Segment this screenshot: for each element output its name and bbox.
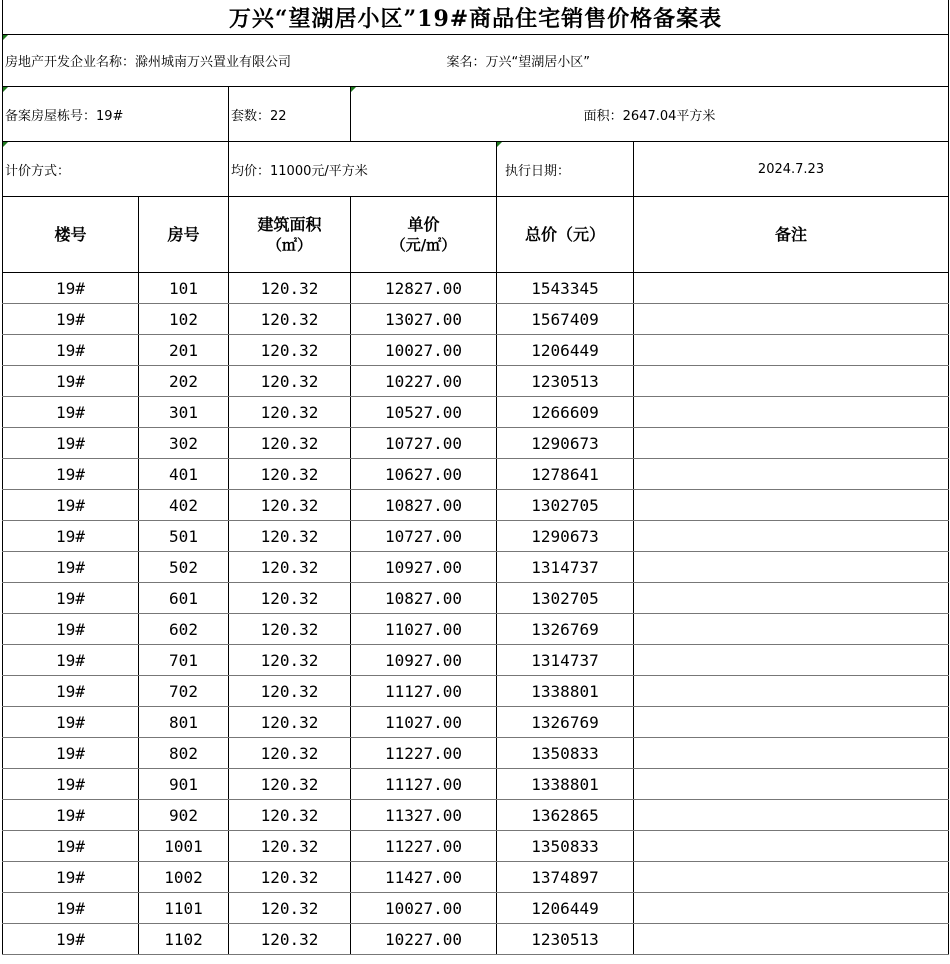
cell-building-no[interactable]: 19# [3, 645, 139, 676]
cell-area[interactable]: 120.32 [229, 273, 351, 304]
table-row [3, 459, 949, 490]
table-row [3, 800, 949, 831]
cell-total-price[interactable]: 1206449 [497, 893, 634, 924]
exec-date-label: 执行日期： [505, 163, 571, 179]
comment-marker [3, 35, 8, 40]
cell-unit-price[interactable]: 10827.00 [351, 583, 497, 614]
cell-building-no[interactable]: 19# [3, 459, 139, 490]
cell-remark[interactable] [634, 645, 949, 676]
table-row [3, 490, 949, 521]
cell-remark[interactable] [634, 397, 949, 428]
cell-building-no[interactable]: 19# [3, 583, 139, 614]
cell-unit-price[interactable]: 10027.00 [351, 893, 497, 924]
cell-remark[interactable] [634, 490, 949, 521]
cell-room-no[interactable]: 301 [139, 397, 229, 428]
developer-name: 房地产开发企业名称：滁州城南万兴置业有限公司 [5, 55, 292, 70]
header-unit-price-line1: 单价 [407, 214, 440, 234]
cell-total-price[interactable]: 1338801 [497, 676, 634, 707]
cell-room-no[interactable]: 702 [139, 676, 229, 707]
table-row [3, 397, 949, 428]
cell-building-no[interactable]: 19# [3, 614, 139, 645]
cell-unit-price[interactable]: 11027.00 [351, 707, 497, 738]
project-name: 案名：万兴“望湖居小区” [446, 55, 590, 70]
cell-room-no[interactable]: 1002 [139, 862, 229, 893]
cell-total-price[interactable]: 1567409 [497, 304, 634, 335]
sheet-title: 万兴“望湖居小区”19#商品住宅销售价格备案表 [3, 0, 949, 35]
average-price: 均价：11000元/平方米 [231, 163, 368, 179]
building-number: 备案房屋栋号：19# [5, 108, 124, 124]
cell-area[interactable]: 120.32 [229, 428, 351, 459]
table-row [3, 335, 949, 366]
price-filing-table [2, 0, 949, 955]
cell-area[interactable]: 120.32 [229, 552, 351, 583]
header-total-price[interactable]: 总价（元） [497, 197, 634, 273]
cell-total-price[interactable]: 1362865 [497, 800, 634, 831]
cell-area[interactable]: 120.32 [229, 397, 351, 428]
cell-remark[interactable] [634, 428, 949, 459]
cell-total-price[interactable]: 1230513 [497, 366, 634, 397]
table-row [3, 645, 949, 676]
cell-building-no[interactable]: 19# [3, 707, 139, 738]
cell-total-price[interactable]: 1206449 [497, 335, 634, 366]
cell-total-price[interactable]: 1266609 [497, 397, 634, 428]
cell-unit-price[interactable]: 10727.00 [351, 428, 497, 459]
header-area-line1: 建筑面积 [257, 214, 322, 234]
cell-room-no[interactable]: 101 [139, 273, 229, 304]
cell-room-no[interactable]: 901 [139, 769, 229, 800]
cell-remark[interactable] [634, 893, 949, 924]
cell-remark[interactable] [634, 738, 949, 769]
total-area: 面积：2647.04平方米 [583, 108, 716, 124]
cell-remark[interactable] [634, 273, 949, 304]
cell-unit-price[interactable]: 11127.00 [351, 676, 497, 707]
header-unit-price-line2: （元/㎡） [390, 236, 457, 255]
table-row [3, 521, 949, 552]
cell-unit-price[interactable]: 10827.00 [351, 490, 497, 521]
unit-count-cell[interactable] [229, 87, 351, 142]
cell-area[interactable]: 120.32 [229, 676, 351, 707]
table-row [3, 862, 949, 893]
exec-date-label-cell[interactable] [497, 142, 634, 197]
cell-remark[interactable] [634, 583, 949, 614]
cell-building-no[interactable]: 19# [3, 304, 139, 335]
cell-area[interactable]: 120.32 [229, 521, 351, 552]
cell-remark[interactable] [634, 800, 949, 831]
cell-total-price[interactable]: 1326769 [497, 614, 634, 645]
cell-total-price[interactable]: 1374897 [497, 862, 634, 893]
cell-room-no[interactable]: 1001 [139, 831, 229, 862]
cell-unit-price[interactable]: 10727.00 [351, 521, 497, 552]
cell-total-price[interactable]: 1350833 [497, 831, 634, 862]
cell-room-no[interactable]: 1101 [139, 893, 229, 924]
cell-unit-price[interactable]: 10227.00 [351, 366, 497, 397]
pricing-method-cell[interactable] [3, 142, 229, 197]
cell-total-price[interactable]: 1278641 [497, 459, 634, 490]
comment-marker [351, 87, 356, 92]
cell-building-no[interactable]: 19# [3, 800, 139, 831]
header-room-no[interactable]: 房号 [139, 197, 229, 273]
cell-unit-price[interactable]: 11227.00 [351, 738, 497, 769]
cell-remark[interactable] [634, 924, 949, 955]
comment-marker [3, 87, 8, 92]
table-row [3, 583, 949, 614]
cell-room-no[interactable]: 302 [139, 428, 229, 459]
cell-room-no[interactable]: 501 [139, 521, 229, 552]
cell-unit-price[interactable]: 11427.00 [351, 862, 497, 893]
cell-building-no[interactable]: 19# [3, 862, 139, 893]
header-area-line2: （㎡） [266, 236, 312, 255]
cell-remark[interactable] [634, 676, 949, 707]
cell-unit-price[interactable]: 10627.00 [351, 459, 497, 490]
cell-area[interactable]: 120.32 [229, 831, 351, 862]
cell-remark[interactable] [634, 552, 949, 583]
cell-total-price[interactable]: 1338801 [497, 769, 634, 800]
table-row [3, 428, 949, 459]
cell-total-price[interactable]: 1290673 [497, 521, 634, 552]
table-row [3, 304, 949, 335]
cell-building-no[interactable]: 19# [3, 366, 139, 397]
header-area[interactable] [229, 197, 351, 273]
average-price-cell[interactable] [229, 142, 497, 197]
table-row [3, 924, 949, 955]
cell-room-no[interactable]: 402 [139, 490, 229, 521]
cell-total-price[interactable]: 1543345 [497, 273, 634, 304]
cell-building-no[interactable]: 19# [3, 428, 139, 459]
price-filing-sheet [2, 0, 948, 955]
header-building-no[interactable]: 楼号 [3, 197, 139, 273]
table-row [3, 676, 949, 707]
table-row [3, 707, 949, 738]
cell-room-no[interactable]: 601 [139, 583, 229, 614]
table-row [3, 831, 949, 862]
cell-total-price[interactable]: 1314737 [497, 645, 634, 676]
cell-total-price[interactable]: 1350833 [497, 738, 634, 769]
cell-area[interactable]: 120.32 [229, 924, 351, 955]
building-number-cell[interactable] [3, 87, 229, 142]
cell-total-price[interactable]: 1302705 [497, 490, 634, 521]
cell-area[interactable]: 120.32 [229, 583, 351, 614]
cell-unit-price[interactable]: 11227.00 [351, 831, 497, 862]
cell-area[interactable]: 120.32 [229, 614, 351, 645]
cell-remark[interactable] [634, 304, 949, 335]
cell-area[interactable]: 120.32 [229, 459, 351, 490]
cell-room-no[interactable]: 102 [139, 304, 229, 335]
pricing-method: 计价方式： [5, 163, 71, 179]
cell-unit-price[interactable]: 11027.00 [351, 614, 497, 645]
cell-room-no[interactable]: 201 [139, 335, 229, 366]
cell-area[interactable]: 120.32 [229, 645, 351, 676]
table-row [3, 738, 949, 769]
exec-date: 2024.7.23 [757, 161, 825, 177]
cell-room-no[interactable]: 1102 [139, 924, 229, 955]
cell-room-no[interactable]: 401 [139, 459, 229, 490]
cell-remark[interactable] [634, 366, 949, 397]
cell-room-no[interactable]: 802 [139, 738, 229, 769]
cell-room-no[interactable]: 202 [139, 366, 229, 397]
header-remark[interactable]: 备注 [634, 197, 949, 273]
cell-unit-price[interactable]: 10927.00 [351, 645, 497, 676]
cell-area[interactable]: 120.32 [229, 335, 351, 366]
cell-remark[interactable] [634, 769, 949, 800]
cell-remark[interactable] [634, 831, 949, 862]
cell-area[interactable]: 120.32 [229, 769, 351, 800]
cell-area[interactable]: 120.32 [229, 800, 351, 831]
cell-room-no[interactable]: 502 [139, 552, 229, 583]
cell-room-no[interactable]: 801 [139, 707, 229, 738]
cell-remark[interactable] [634, 707, 949, 738]
cell-remark[interactable] [634, 521, 949, 552]
cell-building-no[interactable]: 19# [3, 335, 139, 366]
cell-total-price[interactable]: 1302705 [497, 583, 634, 614]
cell-room-no[interactable]: 902 [139, 800, 229, 831]
total-area-cell[interactable] [351, 87, 949, 142]
cell-building-no[interactable]: 19# [3, 738, 139, 769]
cell-area[interactable]: 120.32 [229, 490, 351, 521]
cell-remark[interactable] [634, 335, 949, 366]
cell-area[interactable]: 120.32 [229, 893, 351, 924]
cell-area[interactable]: 120.32 [229, 707, 351, 738]
table-row [3, 552, 949, 583]
cell-room-no[interactable]: 701 [139, 645, 229, 676]
cell-total-price[interactable]: 1230513 [497, 924, 634, 955]
cell-area[interactable]: 120.32 [229, 366, 351, 397]
cell-remark[interactable] [634, 459, 949, 490]
cell-building-no[interactable]: 19# [3, 552, 139, 583]
cell-building-no[interactable]: 19# [3, 273, 139, 304]
table-row [3, 893, 949, 924]
comment-marker [497, 142, 502, 147]
table-row [3, 769, 949, 800]
cell-unit-price[interactable]: 13027.00 [351, 304, 497, 335]
developer-name-cell[interactable] [3, 35, 497, 87]
cell-remark[interactable] [634, 862, 949, 893]
project-name-cell[interactable] [446, 35, 949, 87]
header-unit-price[interactable] [351, 197, 497, 273]
cell-unit-price[interactable]: 11127.00 [351, 769, 497, 800]
cell-building-no[interactable]: 19# [3, 397, 139, 428]
cell-unit-price[interactable]: 10527.00 [351, 397, 497, 428]
cell-total-price[interactable]: 1290673 [497, 428, 634, 459]
cell-building-no[interactable]: 19# [3, 831, 139, 862]
data-rows [3, 273, 949, 955]
unit-count: 套数：22 [231, 108, 287, 124]
table-row [3, 273, 949, 304]
cell-building-no[interactable]: 19# [3, 924, 139, 955]
table-row [3, 614, 949, 645]
comment-marker [3, 142, 8, 147]
cell-building-no[interactable]: 19# [3, 521, 139, 552]
cell-area[interactable]: 120.32 [229, 862, 351, 893]
cell-remark[interactable] [634, 614, 949, 645]
cell-unit-price[interactable]: 10227.00 [351, 924, 497, 955]
cell-area[interactable]: 120.32 [229, 304, 351, 335]
cell-unit-price[interactable]: 11327.00 [351, 800, 497, 831]
cell-building-no[interactable]: 19# [3, 769, 139, 800]
cell-unit-price[interactable]: 12827.00 [351, 273, 497, 304]
cell-unit-price[interactable]: 10927.00 [351, 552, 497, 583]
cell-building-no[interactable]: 19# [3, 893, 139, 924]
cell-building-no[interactable]: 19# [3, 676, 139, 707]
cell-building-no[interactable]: 19# [3, 490, 139, 521]
cell-area[interactable]: 120.32 [229, 738, 351, 769]
cell-unit-price[interactable]: 10027.00 [351, 335, 497, 366]
cell-total-price[interactable]: 1326769 [497, 707, 634, 738]
cell-room-no[interactable]: 602 [139, 614, 229, 645]
exec-date-cell[interactable] [634, 142, 949, 197]
cell-total-price[interactable]: 1314737 [497, 552, 634, 583]
table-row [3, 366, 949, 397]
